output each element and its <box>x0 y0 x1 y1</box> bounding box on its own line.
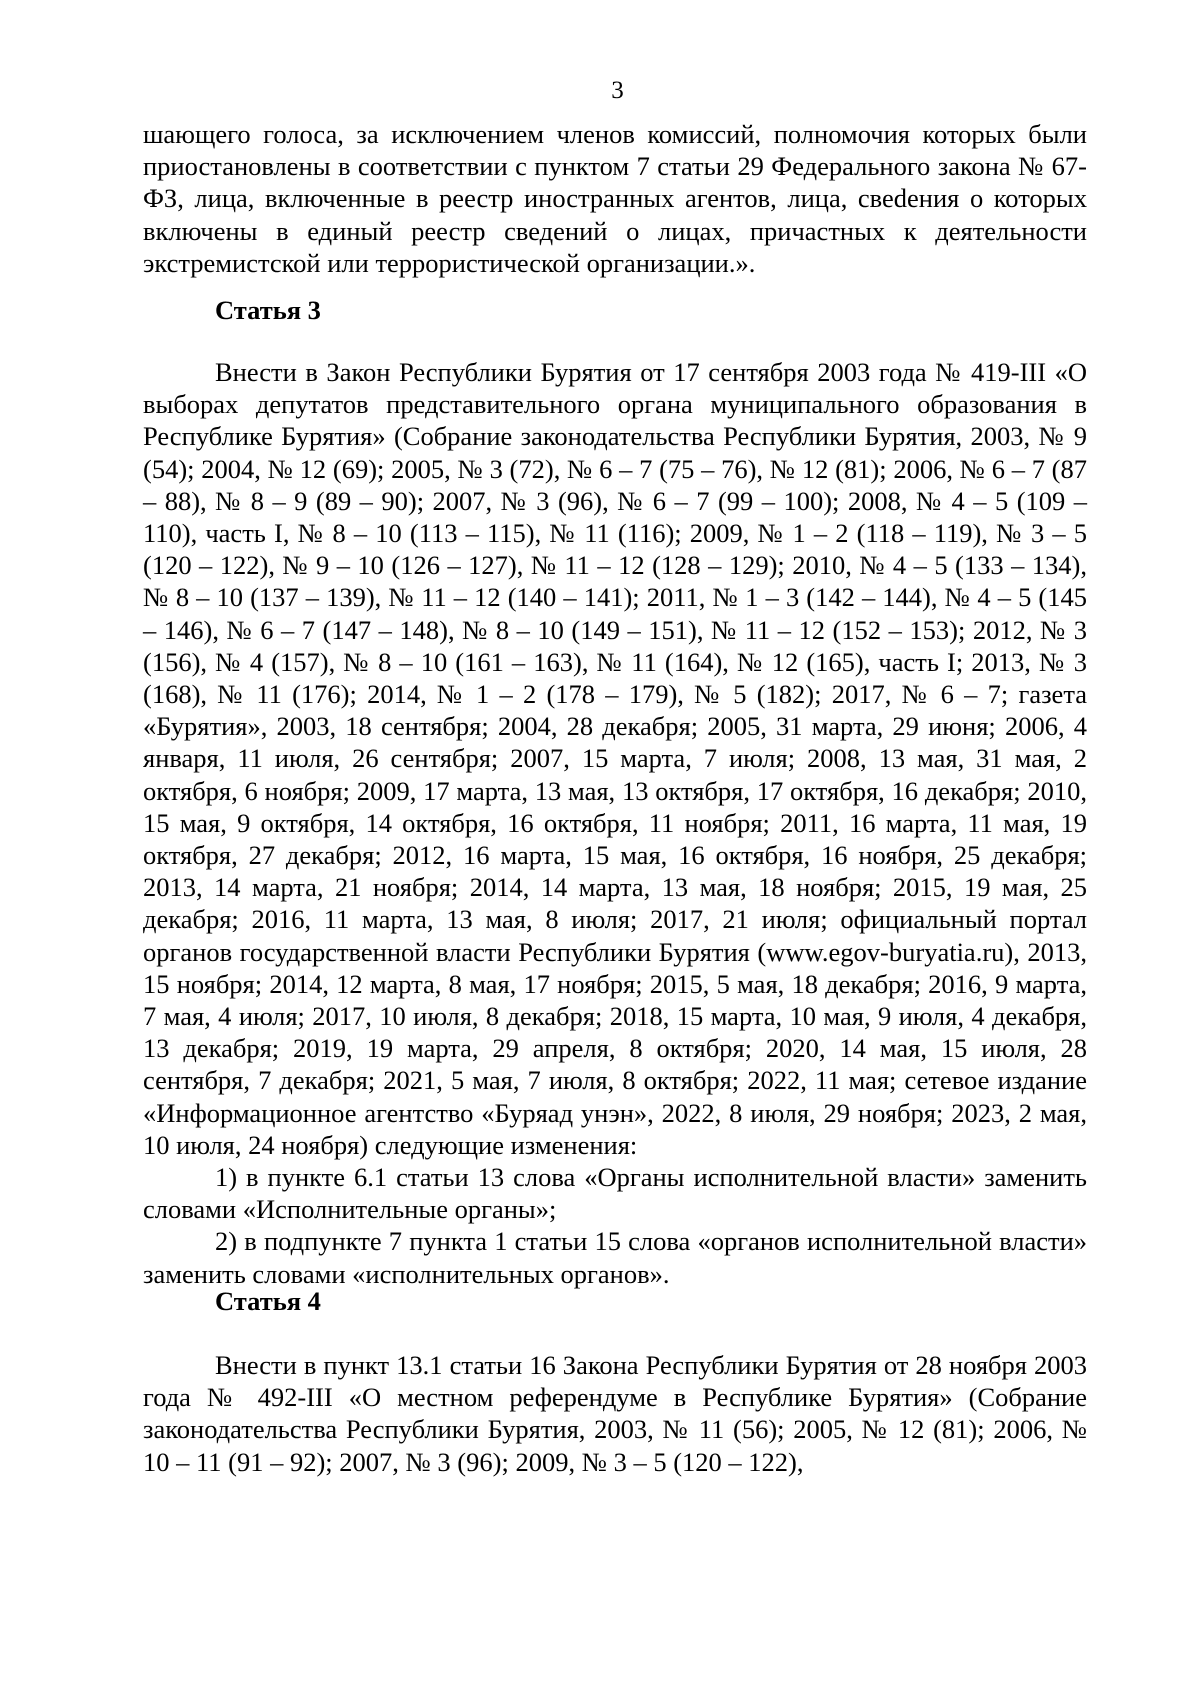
article-4-body <box>143 1349 1087 1478</box>
article-3-heading: Статья 3 <box>215 295 321 325</box>
article-3-body <box>143 356 1087 1290</box>
article-3-item-2: 2) в подпункте 7 пункта 1 статьи 15 слова «органов исполнительной власти» заменить словами «исполнительных органов». <box>143 1226 1087 1289</box>
article-4-heading: Статья 4 <box>215 1286 321 1316</box>
article-4-paragraph: Внести в пункт 13.1 статьи 16 Закона Республики Бурятия от 28 ноября 2003 года № 492-III «О местном референдуме в Республике Бурятия» (Собрание законодательства Республики Бурятия, 2003, № 11 (56); 2005, № 12 (81); 2006, № 10 – 11 (91 – 92); 2007, № 3 (96); 2009, № 3 – 5 (120 – 122), <box>143 1350 1087 1477</box>
continuation-paragraph: шающего голоса, за исключением членов комиссий, полномочия которых были приостановлены в соответствии с пунктом 7 статьи 29 Федерального закона № 67-ФЗ, лица, включенные в реестр иностранных агентов, лица, свеdения о которых включены в единый реестр сведений о лицах, причастных к деятельности экстремистской или террористической организации.». <box>143 119 1087 278</box>
page-number: 3 <box>611 77 624 104</box>
article-3-paragraph: Внести в Закон Республики Бурятия от 17 сентября 2003 года № 419-III «О выборах депутатов представительного органа муниципального образования в Республике Бурятия» (Собрание законодательства Республики Бурятия, 2003, № 9 (54); 2004, № 12 (69); 2005, № 3 (72), № 6 – 7 (75 – 76), № 12 (81); 2006, № 6 – 7 (87 – 88), № 8 – 9 (89 – 90); 2007, № 3 (96), № 6 – 7 (99 – 100); 2008, № 4 – 5 (109 – 110), часть I, № 8 – 10 (113 – 115), № 11 (116); 2009, № 1 – 2 (118 – 119), № 3 – 5 (120 – 122), № 9 – 10 (126 – 127), № 11 – 12 (128 – 129); 2010, № 4 – 5 (133 – 134), № 8 – 10 (137 – 139), № 11 – 12 (140 – 141); 2011, № 1 – 3 (142 – 144), № 4 – 5 (145 – 146), № 6 – 7 (147 – 148), № 8 – 10 (149 – 151), № 11 – 12 (152 – 153); 2012, № 3 (156), № 4 (157), № 8 – 10 (161 – 163), № 11 (164), № 12 (165), часть I; 2013, № 3 (168), № 11 (176); 2014, № 1 – 2 (178 – 179), № 5 (182); 2017, № 6 – 7; газета «Бурятия», 2003, 18 сентября; 2004, 28 декабря; 2005, 31 марта, 29 июня; 2006, 4 января, 11 июля, 26 сентября; 2007, 15 марта, 7 июля; 2008, 13 мая, 31 мая, 2 октября, 6 ноября; 2009, 17 марта, 13 мая, 13 октября, 17 октября, 16 декабря; 2010, 15 мая, 9 октября, 14 октября, 16 октября, 11 ноября; 2011, 16 марта, 11 мая, 19 октября, 27 декабря; 2012, 16 марта, 15 мая, 16 октября, 16 ноября, 25 декабря; 2013, 14 марта, 21 ноября; 2014, 14 марта, 13 мая, 18 ноября; 2015, 19 мая, 25 декабря; 2016, 11 марта, 13 мая, 8 июля; 2017, 21 июля; официальный портал органов государственной власти Республики Бурятия (www.egov-buryatia.ru), 2013, 15 ноября; 2014, 12 марта, 8 мая, 17 ноября; 2015, 5 мая, 18 декабря; 2016, 9 марта, 7 мая, 4 июля; 2017, 10 июля, 8 декабря; 2018, 15 марта, 10 мая, 9 июля, 4 декабря, 13 декабря; 2019, 19 марта, 29 апреля, 8 октября; 2020, 14 мая, 15 июля, 28 сентября, 7 декабря; 2021, 5 мая, 7 июля, 8 октября; 2022, 11 мая; сетевое издание «Информационное агентство «Буряад унэн», 2022, 8 июля, 29 ноября; 2023, 2 мая, 10 июля, 24 ноября) следующие изменения: <box>143 357 1087 1160</box>
article-3-item-1: 1) в пункте 6.1 статьи 13 слова «Органы исполнительной власти» заменить словами «Исполнительные органы»; <box>143 1162 1087 1225</box>
continuation-paragraph-block <box>143 118 1087 279</box>
